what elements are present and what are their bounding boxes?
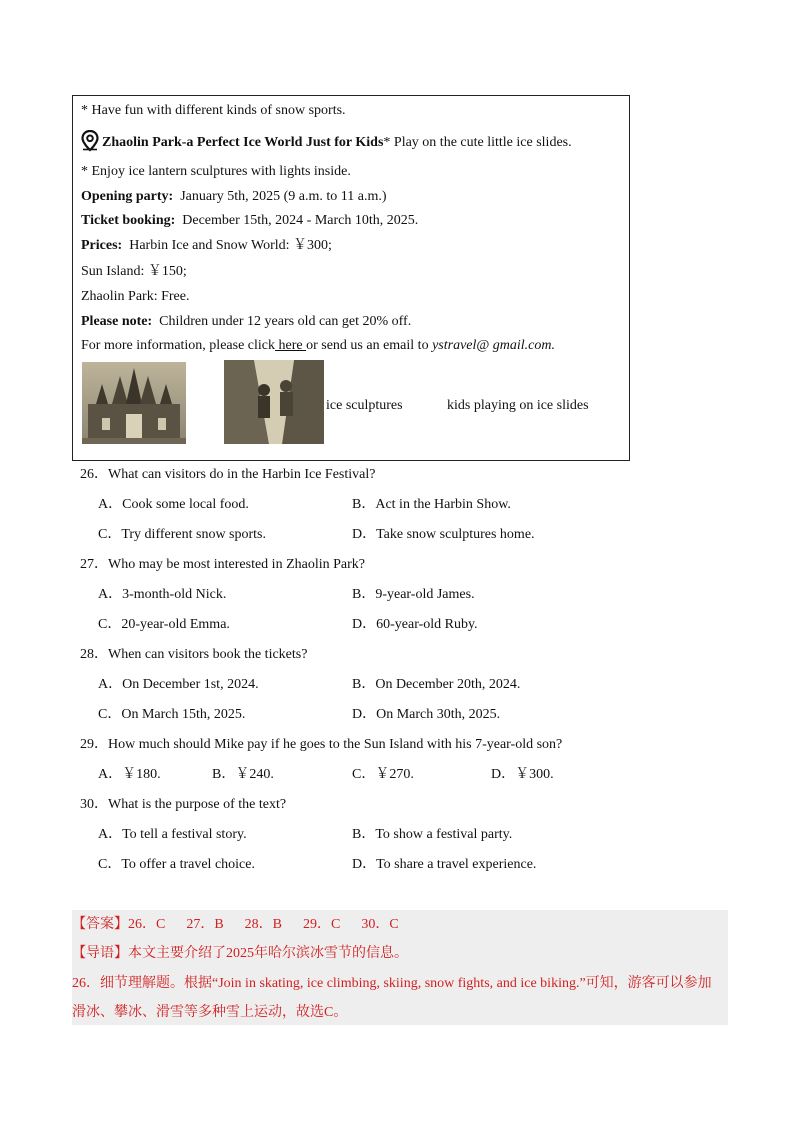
q29-option-a[interactable]: A．￥180. [98,767,161,782]
answer-explain-line1: 26．细节理解题。根据“Join in skating, ice climbing, skiing, snow fights, and ice biking.”可知，游客可以参加 [72,976,712,991]
opening-value: January 5th, 2025 (9 a.m. to 11 a.m.) [180,189,387,204]
question-26: 26．What can visitors do in the Harbin Ice Festival? [80,467,376,482]
answer-explain-line2: 滑冰、攀冰、滑雪等多种雪上运动，故选C。 [72,1005,348,1020]
q27-option-b[interactable]: B．9-year-old James. [352,587,475,602]
note-line [81,313,411,331]
zhaolin-item-lanterns: * Enjoy ice lantern sculptures with lights inside. [81,164,351,179]
notice-box [72,95,630,461]
caption-ice-sculptures: ice sculptures [326,398,403,413]
q29-option-b[interactable]: B．￥240. [212,767,274,782]
zhaolin-heading-line [81,130,572,152]
zhaolin-title: Zhaolin Park-a Perfect Ice World Just for Kids [102,135,384,150]
question-28: 28．When can visitors book the tickets? [80,647,308,662]
answer-key: 【答案】26．C 27．B 28．B 29．C 30．C [72,917,399,932]
prices-line [81,237,332,255]
sun-island-price: Sun Island: ￥150; [81,264,187,279]
ticket-label: Ticket booking: [81,213,176,228]
q27-option-a[interactable]: A．3-month-old Nick. [98,587,227,602]
q28-option-a[interactable]: A．On December 1st, 2024. [98,677,259,692]
info-middle: or send us an email to [306,338,433,353]
caption-ice-slides: kids playing on ice slides [447,398,589,413]
q28-option-d[interactable]: D．On March 30th, 2025. [352,707,501,722]
prices-label: Prices: [81,238,123,253]
q26-option-d[interactable]: D．Take snow sculptures home. [352,527,535,542]
snow-sports-line: * Have fun with different kinds of snow sports. [81,103,346,118]
ticket-value: December 15th, 2024 - March 10th, 2025. [182,213,419,228]
location-pin-icon [81,130,99,152]
q30-option-d[interactable]: D．To share a travel experience. [352,857,537,872]
answer-panel [72,910,728,1025]
zhaolin-price: Zhaolin Park: Free. [81,289,190,304]
info-line [81,337,555,355]
q26-option-c[interactable]: C．Try different snow sports. [98,527,267,542]
q27-option-d[interactable]: D．60-year-old Ruby. [352,617,478,632]
q29-option-d[interactable]: D．￥300. [491,767,554,782]
note-value: Children under 12 years old can get 20% off. [159,314,412,329]
zhaolin-item-slides: * Play on the cute little ice slides. [383,135,572,150]
info-prefix: For more information, please click [81,338,275,353]
note-label: Please note: [81,314,153,329]
question-29: 29．How much should Mike pay if he goes to the Sun Island with his 7-year-old son? [80,737,563,752]
ice-slide-photo [224,360,324,444]
question-30: 30．What is the purpose of the text? [80,797,287,812]
q26-option-b[interactable]: B．Act in the Harbin Show. [352,497,511,512]
ticket-booking-line [81,212,418,230]
q28-option-c[interactable]: C．On March 15th, 2025. [98,707,246,722]
here-link[interactable]: here [275,338,307,353]
ice-sculptures-photo [82,362,186,444]
q29-option-c[interactable]: C．￥270. [352,767,414,782]
prices-value: Harbin Ice and Snow World: ￥300; [129,238,332,253]
q26-option-a[interactable]: A．Cook some local food. [98,497,249,512]
answer-guide: 【导语】本文主要介绍了2025年哈尔滨冰雪节的信息。 [72,946,408,961]
q30-option-c[interactable]: C．To offer a travel choice. [98,857,255,872]
opening-label: Opening party: [81,189,174,204]
q30-option-a[interactable]: A．To tell a festival story. [98,827,247,842]
q28-option-b[interactable]: B．On December 20th, 2024. [352,677,521,692]
q30-option-b[interactable]: B．To show a festival party. [352,827,513,842]
opening-party-line [81,188,387,206]
question-27: 27．Who may be most interested in Zhaolin Park? [80,557,365,572]
email-address[interactable]: ystravel@ gmail.com. [432,338,555,353]
q27-option-c[interactable]: C．20-year-old Emma. [98,617,230,632]
